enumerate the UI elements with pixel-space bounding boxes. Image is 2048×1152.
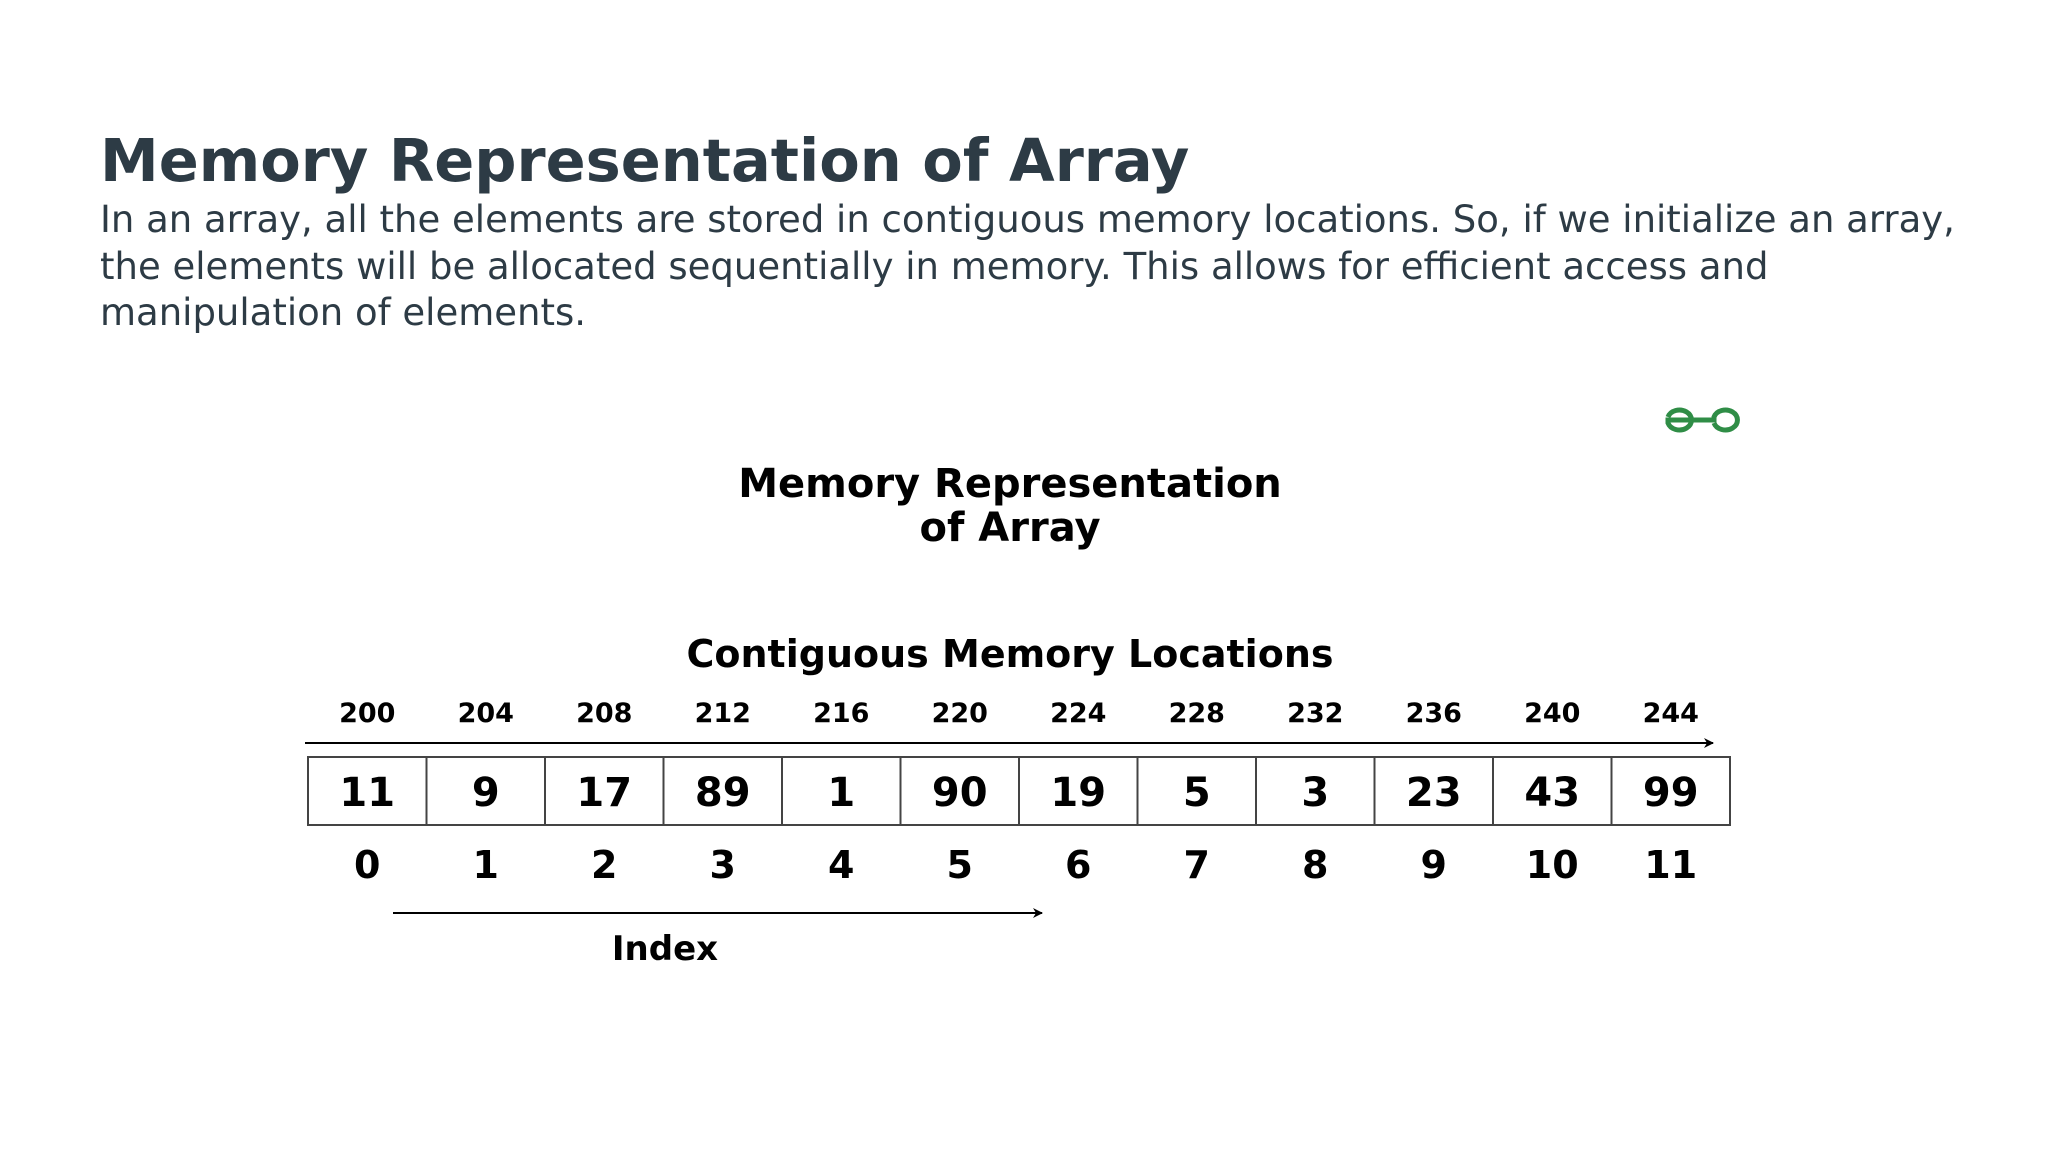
index-value: 1	[472, 843, 499, 887]
address-label: 212	[694, 698, 751, 729]
address-label: 240	[1524, 698, 1581, 729]
index-value: 11	[1644, 843, 1698, 887]
array-cell-value: 90	[931, 770, 988, 816]
index-value: 8	[1302, 843, 1329, 887]
index-label: Index	[611, 929, 719, 969]
address-label: 200	[339, 698, 396, 729]
index-value: 9	[1420, 843, 1447, 887]
array-cell-value: 11	[339, 770, 396, 816]
address-label: 216	[813, 698, 870, 729]
array-cell-value: 17	[576, 770, 633, 816]
address-label: 224	[1050, 698, 1107, 729]
array-cell-value: 3	[1301, 770, 1330, 816]
address-label: 232	[1287, 698, 1344, 729]
index-labels	[354, 843, 1697, 887]
index-value: 2	[591, 843, 618, 887]
address-label: 220	[931, 698, 988, 729]
index-value: 4	[828, 843, 855, 887]
array-cell-value: 23	[1405, 770, 1462, 816]
address-labels	[339, 698, 1699, 729]
address-label: 236	[1405, 698, 1462, 729]
array-cell-value: 43	[1524, 770, 1581, 816]
brand-logo-icon	[1668, 410, 1737, 430]
address-label: 244	[1642, 698, 1699, 729]
index-value: 7	[1183, 843, 1210, 887]
diagram-title-line-2: of Array	[919, 505, 1101, 551]
address-label: 204	[457, 698, 514, 729]
diagram-subtitle: Contiguous Memory Locations	[686, 632, 1334, 676]
index-value: 3	[709, 843, 736, 887]
array-cell-value: 99	[1642, 770, 1699, 816]
array-cell-value: 5	[1182, 770, 1211, 816]
index-value: 6	[1065, 843, 1092, 887]
address-label: 208	[576, 698, 633, 729]
memory-diagram	[290, 375, 1800, 995]
slide-title: Memory Representation of Array	[100, 126, 1190, 195]
index-value: 10	[1525, 843, 1579, 887]
array-cell-value: 19	[1050, 770, 1107, 816]
array-cell-value: 89	[694, 770, 751, 816]
slide-body-text: In an array, all the elements are stored in contiguous memory locations. So, if we initialize an array, the elements will be allocated sequentially in memory. This allows for efficient access and manipulation of elements.	[100, 198, 1955, 334]
index-value: 5	[946, 843, 973, 887]
array-cell-value: 9	[471, 770, 500, 816]
address-label: 228	[1168, 698, 1225, 729]
index-value: 0	[354, 843, 381, 887]
array-cell-value: 1	[827, 770, 856, 816]
memory-diagram-svg	[290, 375, 1800, 995]
diagram-title-line-1: Memory Representation	[738, 461, 1282, 507]
